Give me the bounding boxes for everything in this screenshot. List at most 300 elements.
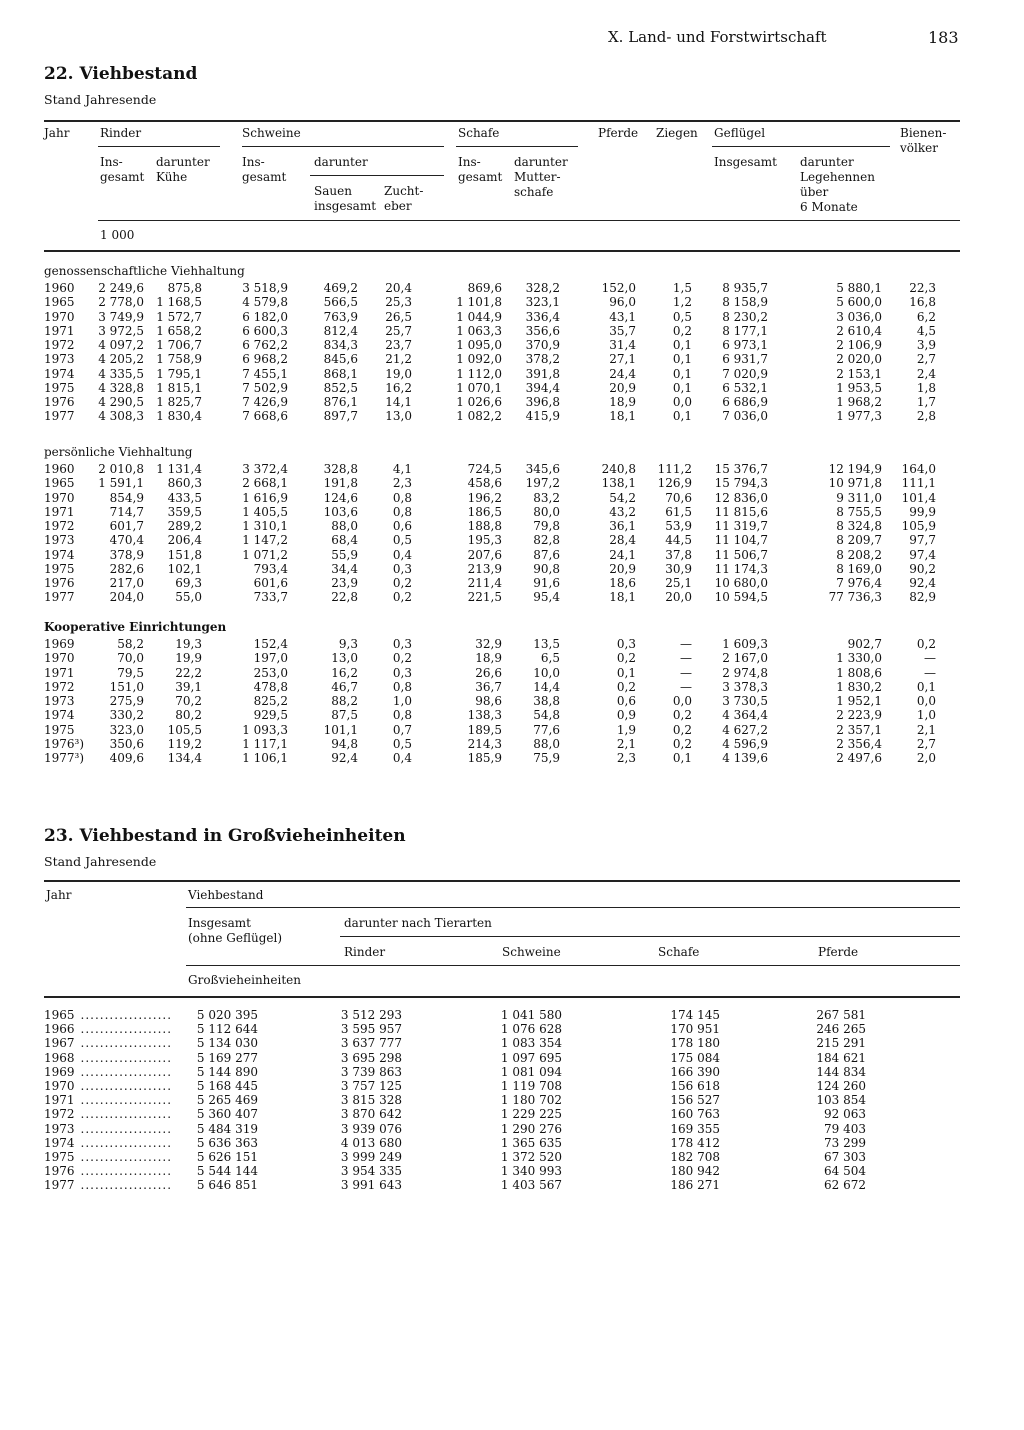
rule — [44, 120, 960, 122]
table-cell: 16,8 — [909, 295, 936, 310]
table-cell: 6 931,7 — [722, 352, 768, 367]
table-cell: 282,6 — [109, 561, 144, 576]
table-cell: 164,0 — [901, 462, 936, 476]
table-cell: 1 095,0 — [456, 338, 502, 352]
table-cell: 3 749,9 — [98, 309, 144, 324]
table-cell: 5 360 407 — [196, 1107, 258, 1122]
year-cell: 1977³) — [44, 751, 85, 765]
table-cell: 0,0 — [672, 395, 692, 409]
year-cell: 1960 — [44, 462, 75, 476]
table-cell: 20,9 — [609, 380, 636, 395]
table-cell: 246 265 — [816, 1022, 866, 1037]
table-cell: 18,6 — [609, 576, 636, 590]
rule — [98, 220, 960, 221]
table-cell: 180 942 — [670, 1164, 720, 1179]
table-cell: 3 372,4 — [242, 462, 288, 476]
header-jahr: Jahr — [46, 888, 72, 902]
table-cell: 221,5 — [467, 590, 502, 605]
table-cell: 5 626 151 — [196, 1150, 258, 1164]
table-cell: 19,0 — [385, 366, 412, 381]
year-cell: 1971 — [44, 665, 75, 680]
leader-dots — [81, 1022, 171, 1037]
table-cell: 5 544 144 — [196, 1164, 258, 1179]
table-cell: 601,6 — [253, 576, 288, 590]
table-cell: 2 356,4 — [836, 736, 882, 751]
table-cell: 6 182,0 — [242, 309, 288, 324]
table-cell: 812,4 — [323, 323, 358, 338]
table-cell: 186,5 — [467, 504, 502, 519]
table-cell: 1 131,4 — [156, 462, 202, 476]
table-cell: 11 815,6 — [714, 504, 768, 519]
table-cell: 433,5 — [167, 490, 202, 505]
table-cell: 1,8 — [916, 380, 936, 395]
table-cell: 0,2 — [916, 637, 936, 651]
table-cell: 160 763 — [670, 1107, 720, 1122]
table-cell: 88,0 — [331, 519, 358, 533]
table-cell: 1 405,5 — [242, 504, 288, 519]
table-cell: 359,5 — [167, 504, 202, 519]
table-cell: 8 209,7 — [836, 533, 882, 548]
table-cell: 3 730,5 — [722, 694, 768, 708]
table-cell: 869,6 — [467, 281, 502, 295]
table-cell: 26,5 — [385, 309, 412, 324]
table-cell: 5 144 890 — [196, 1064, 258, 1079]
table-cell: 7 668,6 — [242, 409, 288, 424]
year-cell: 1973 — [44, 352, 75, 367]
table-cell: 103 854 — [816, 1093, 866, 1108]
table-cell: 4 579,8 — [242, 295, 288, 310]
table-cell: 3 991 643 — [340, 1178, 402, 1193]
year-cell: 1966..... — [44, 1022, 171, 1037]
table-cell: 7 036,0 — [722, 409, 768, 424]
table-cell: 101,1 — [323, 722, 358, 737]
year-cell: 1968..... — [44, 1051, 171, 1066]
header-viehbestand: Viehbestand — [188, 888, 264, 902]
table-cell: 6 973,1 — [722, 338, 768, 352]
table-cell: 195,3 — [467, 533, 502, 548]
leader-dots — [81, 1008, 171, 1023]
table-cell: 0,2 — [392, 651, 412, 666]
table-cell: 409,6 — [109, 751, 144, 765]
year-cell: 1970 — [44, 490, 75, 505]
table-cell: 55,9 — [331, 547, 358, 562]
table-cell: 79 403 — [824, 1121, 866, 1136]
table-cell: 8 230,2 — [722, 309, 768, 324]
table-cell: 4 205,2 — [98, 352, 144, 367]
table-cell: 2 153,1 — [836, 366, 882, 381]
leader-dots — [81, 1093, 171, 1108]
year-cell: 1970 — [44, 651, 75, 666]
table-cell: 92,4 — [331, 751, 358, 765]
table-cell: 1 952,1 — [836, 694, 882, 708]
table-cell: 902,7 — [847, 637, 882, 651]
table-cell: 111,2 — [657, 462, 692, 476]
table-cell: 0,2 — [672, 708, 692, 723]
table-cell: 0,1 — [672, 366, 692, 381]
table-cell: 0,6 — [392, 519, 412, 533]
table-cell: 25,7 — [385, 323, 412, 338]
table-cell: 929,5 — [253, 708, 288, 723]
table-cell: 105,9 — [901, 519, 936, 533]
table-cell: 90,8 — [533, 561, 560, 576]
year-cell: 1969 — [44, 637, 75, 651]
table-cell: 2,4 — [916, 366, 936, 381]
table-cell: 1 340 993 — [500, 1164, 562, 1179]
table-cell: 8 324,8 — [836, 519, 882, 533]
table-cell: 7 020,9 — [722, 366, 768, 381]
table-cell: 11 319,7 — [714, 519, 768, 533]
table-cell: 350,6 — [109, 736, 144, 751]
table-cell: 0,2 — [672, 722, 692, 737]
year-cell: 1972 — [44, 679, 75, 694]
table-cell: 207,6 — [467, 547, 502, 562]
table-cell: 8 169,0 — [836, 561, 882, 576]
leader-dots — [81, 1065, 171, 1080]
table-cell: 53,9 — [665, 519, 692, 533]
table-cell: 0,1 — [672, 352, 692, 367]
table-cell: 79,5 — [117, 665, 144, 680]
table-cell: 2 010,8 — [98, 462, 144, 476]
header-schafe-insgesamt: Ins- gesamt — [458, 155, 503, 184]
header-darunter-kuehe: darunter Kühe — [156, 155, 210, 184]
table-cell: 1 953,5 — [836, 380, 882, 395]
header-gefluegel: Geflügel — [714, 126, 766, 140]
table-cell: 1 092,0 — [456, 352, 502, 367]
table-cell: 15 794,3 — [714, 476, 768, 491]
table-cell: 4 097,2 — [98, 338, 144, 352]
table-cell: 19,9 — [175, 651, 202, 666]
page-number: 183 — [928, 28, 959, 47]
table-cell: — — [680, 665, 692, 680]
year-cell: 1970 — [44, 309, 75, 324]
table-cell: 105,5 — [167, 722, 202, 737]
table-cell: 825,2 — [253, 694, 288, 708]
table-cell: 87,5 — [331, 708, 358, 723]
table-cell: 21,2 — [385, 352, 412, 367]
table-cell: 1 112,0 — [456, 366, 502, 381]
table-cell: 1 119 708 — [500, 1079, 562, 1093]
table-cell: 267 581 — [816, 1008, 866, 1022]
table-cell: 196,2 — [467, 490, 502, 505]
table-cell: 0,1 — [672, 409, 692, 424]
table-cell: 215 291 — [816, 1036, 866, 1051]
table-cell: 2 106,9 — [836, 338, 882, 352]
rule — [186, 907, 960, 908]
table-cell: 75,9 — [533, 751, 560, 765]
table-cell: 73 299 — [824, 1135, 866, 1150]
table-cell: 54,8 — [533, 708, 560, 723]
table-cell: 0,0 — [916, 694, 936, 708]
table-cell: 9 311,0 — [836, 490, 882, 505]
table-cell: 0,3 — [392, 637, 412, 651]
table-cell: 875,8 — [167, 281, 202, 295]
table-cell: 152,0 — [601, 281, 636, 295]
table-cell: 7 426,9 — [242, 395, 288, 409]
table-cell: 240,8 — [601, 462, 636, 476]
table-cell: 12 194,9 — [828, 462, 882, 476]
table-cell: 91,6 — [533, 576, 560, 590]
table-cell: 1,2 — [672, 295, 692, 310]
year-cell: 1972..... — [44, 1107, 171, 1122]
table-cell: 102,1 — [167, 561, 202, 576]
table-cell: 38,8 — [533, 694, 560, 708]
table-cell: 1 082,2 — [456, 409, 502, 424]
table-cell: 1 083 354 — [500, 1036, 562, 1051]
table-cell: 3 815 328 — [340, 1093, 402, 1108]
table-cell: 6 968,2 — [242, 352, 288, 367]
table-cell: 62 672 — [824, 1178, 866, 1193]
table-cell: 88,0 — [533, 736, 560, 751]
table-cell: 43,1 — [609, 309, 636, 324]
table-cell: 23,7 — [385, 338, 412, 352]
table-cell: 156 618 — [670, 1079, 720, 1093]
table-cell: 5 484 319 — [196, 1121, 258, 1136]
leader-dots — [81, 1136, 171, 1151]
table-cell: 868,1 — [323, 366, 358, 381]
table22-subtitle: Stand Jahresende — [44, 92, 157, 107]
table-cell: 0,5 — [672, 309, 692, 324]
table-cell: 3 939 076 — [340, 1121, 402, 1136]
table-cell: 8 755,5 — [836, 504, 882, 519]
table-cell: 70,2 — [175, 694, 202, 708]
table-cell: 3 036,0 — [836, 309, 882, 324]
table-cell: 1 795,1 — [156, 366, 202, 381]
table-cell: 4 364,4 — [722, 708, 768, 723]
table-cell: 24,4 — [609, 366, 636, 381]
table-cell: 16,2 — [331, 665, 358, 680]
table-cell: 5 646 851 — [196, 1178, 258, 1193]
table-cell: 2 020,0 — [836, 352, 882, 367]
rule — [44, 996, 960, 998]
table-cell: 6,5 — [540, 651, 560, 666]
table-cell: 1 591,1 — [98, 476, 144, 491]
table-cell: 2 357,1 — [836, 722, 882, 737]
table-cell: 1 041 580 — [500, 1008, 562, 1022]
table-cell: 2,7 — [916, 736, 936, 751]
table-cell: 2,7 — [916, 352, 936, 367]
table-cell: 0,1 — [672, 751, 692, 765]
header-rinder: Rinder — [344, 945, 386, 959]
table-cell: 370,9 — [525, 338, 560, 352]
year-cell: 1974..... — [44, 1136, 171, 1151]
table-cell: 0,9 — [616, 708, 636, 723]
table-cell: 1 372 520 — [500, 1150, 562, 1164]
table-cell: 328,8 — [323, 462, 358, 476]
table-cell: 138,3 — [467, 708, 502, 723]
table-cell: 1 616,9 — [242, 490, 288, 505]
year-cell: 1967..... — [44, 1036, 171, 1051]
table-cell: 1 063,3 — [456, 323, 502, 338]
leader-dots — [81, 1051, 171, 1066]
table-cell: — — [924, 651, 936, 666]
table-cell: 64 504 — [824, 1164, 866, 1179]
table-cell: 724,5 — [467, 462, 502, 476]
table-cell: 95,4 — [533, 590, 560, 605]
header-darunter: darunter nach Tierarten — [344, 916, 492, 930]
header-pferde: Pferde — [598, 126, 639, 140]
table-cell: 1 977,3 — [836, 409, 882, 424]
rule — [242, 146, 444, 147]
table-cell: 22,3 — [909, 281, 936, 295]
table-cell: 77 736,3 — [828, 590, 882, 605]
table-cell: 1 830,4 — [156, 409, 202, 424]
table-cell: 3 595 957 — [340, 1022, 402, 1037]
table-cell: 733,7 — [253, 590, 288, 605]
table-cell: 15 376,7 — [714, 462, 768, 476]
table-cell: 79,8 — [533, 519, 560, 533]
table-cell: 0,1 — [672, 338, 692, 352]
table-cell: 0,2 — [616, 679, 636, 694]
table-cell: 854,9 — [109, 490, 144, 505]
year-cell: 1976..... — [44, 1164, 171, 1179]
year-cell: 1975 — [44, 380, 75, 395]
table-cell: 5 265 469 — [196, 1093, 258, 1108]
year-cell: 1960 — [44, 281, 75, 295]
table-cell: 35,7 — [609, 323, 636, 338]
table-cell: 126,9 — [657, 476, 692, 491]
year-cell: 1977 — [44, 409, 75, 424]
table-cell: 11 506,7 — [714, 547, 768, 562]
table-cell: 18,9 — [609, 395, 636, 409]
table-cell: 0,2 — [616, 651, 636, 666]
table-cell: 0,8 — [392, 504, 412, 519]
table-cell: 166 390 — [670, 1064, 720, 1079]
table-cell: 0,8 — [392, 708, 412, 723]
leader-dots — [81, 1164, 171, 1179]
table-cell: 68,4 — [331, 533, 358, 548]
table-cell: 20,4 — [385, 281, 412, 295]
table-cell: 3 757 125 — [340, 1079, 402, 1093]
header-mutterschafe: darunter Mutter- schafe — [514, 155, 568, 199]
table-cell: 5 134 030 — [196, 1036, 258, 1051]
table-cell: 1,0 — [916, 708, 936, 723]
table-cell: 6 762,2 — [242, 338, 288, 352]
table-cell: 36,7 — [475, 679, 502, 694]
table-cell: 2,0 — [916, 751, 936, 765]
leader-dots — [81, 1178, 171, 1193]
table-cell: 336,4 — [525, 309, 560, 324]
table-cell: 378,9 — [109, 547, 144, 562]
header-pferde: Pferde — [818, 945, 859, 959]
group-label: Kooperative Einrichtungen — [44, 620, 227, 634]
table-cell: 415,9 — [525, 409, 560, 424]
year-cell: 1976 — [44, 576, 75, 590]
table-cell: 2 167,0 — [722, 651, 768, 666]
table-cell: 1 044,9 — [456, 309, 502, 324]
table-cell: 92,4 — [909, 576, 936, 590]
table-cell: 5 880,1 — [836, 281, 882, 295]
group-label: genossenschaftliche Viehhaltung — [44, 264, 245, 278]
table-cell: 138,1 — [601, 476, 636, 491]
table-cell: 20,9 — [609, 561, 636, 576]
table-cell: 0,3 — [616, 637, 636, 651]
leader-dots — [81, 1122, 171, 1137]
table-cell: 1 808,6 — [836, 665, 882, 680]
table-cell: 1,7 — [916, 395, 936, 409]
table-cell: 763,9 — [323, 309, 358, 324]
table-cell: 178 412 — [670, 1135, 720, 1150]
year-cell: 1977 — [44, 590, 75, 605]
table-cell: 13,0 — [331, 651, 358, 666]
table-cell: 1 365 635 — [500, 1135, 562, 1150]
table-cell: 185,9 — [467, 751, 502, 765]
year-cell: 1973 — [44, 694, 75, 708]
table-cell: 3 972,5 — [98, 323, 144, 338]
year-cell: 1974 — [44, 708, 75, 723]
table-cell: 1 609,3 — [722, 637, 768, 651]
table-cell: 1 825,7 — [156, 395, 202, 409]
table-cell: 83,2 — [533, 490, 560, 505]
table-cell: 97,4 — [909, 547, 936, 562]
table-cell: 0,2 — [672, 323, 692, 338]
rule — [44, 880, 960, 882]
table-cell: 80,0 — [533, 504, 560, 519]
table-cell: 34,4 — [331, 561, 358, 576]
table-cell: 188,8 — [467, 519, 502, 533]
table-cell: 24,1 — [609, 547, 636, 562]
table-cell: 20,0 — [665, 590, 692, 605]
table-cell: 197,0 — [253, 651, 288, 666]
table-cell: 2,1 — [616, 736, 636, 751]
table-cell: 1 076 628 — [500, 1022, 562, 1037]
table-cell: 92 063 — [824, 1107, 866, 1122]
header-zuchteber: Zucht- eber — [384, 184, 424, 213]
table-cell: 14,1 — [385, 395, 412, 409]
table-cell: 186 271 — [670, 1178, 720, 1193]
table-cell: 1 101,8 — [456, 295, 502, 310]
table-cell: 37,8 — [665, 547, 692, 562]
table-cell: 323,0 — [109, 722, 144, 737]
table-cell: 3 637 777 — [340, 1036, 402, 1051]
rule — [456, 146, 578, 147]
table-cell: — — [924, 665, 936, 680]
table-cell: 345,6 — [525, 462, 560, 476]
table-cell: 97,7 — [909, 533, 936, 548]
table-cell: 1 330,0 — [836, 651, 882, 666]
table-cell: 0,4 — [392, 751, 412, 765]
table-cell: 2,3 — [392, 476, 412, 491]
table-cell: 19,3 — [175, 637, 202, 651]
table-cell: 156 527 — [670, 1093, 720, 1108]
table-cell: 5 636 363 — [196, 1135, 258, 1150]
table-cell: 13,5 — [533, 637, 560, 651]
table-cell: 25,1 — [665, 576, 692, 590]
table-cell: 4 335,5 — [98, 366, 144, 381]
table-cell: 22,8 — [331, 590, 358, 605]
leader-dots — [81, 1150, 171, 1165]
year-cell: 1973 — [44, 533, 75, 548]
table-cell: 124,6 — [323, 490, 358, 505]
table-cell: 7 455,1 — [242, 366, 288, 381]
table-cell: 32,9 — [475, 637, 502, 651]
table-cell: 67 303 — [824, 1150, 866, 1164]
table-cell: 1 290 276 — [500, 1121, 562, 1136]
table-cell: — — [680, 651, 692, 666]
rule — [186, 965, 960, 966]
table-cell: 27,1 — [609, 352, 636, 367]
table-cell: 1 830,2 — [836, 679, 882, 694]
table-cell: 191,8 — [323, 476, 358, 491]
table-cell: 61,5 — [665, 504, 692, 519]
table-cell: 22,2 — [175, 665, 202, 680]
header-rinder: Rinder — [100, 126, 142, 140]
table-cell: 82,8 — [533, 533, 560, 548]
table-cell: 90,2 — [909, 561, 936, 576]
table-cell: 1 168,5 — [156, 295, 202, 310]
header-rinder-insgesamt: Ins- gesamt — [100, 155, 145, 184]
header-bienen: Bienen- völker — [900, 126, 947, 155]
table-cell: 458,6 — [467, 476, 502, 491]
